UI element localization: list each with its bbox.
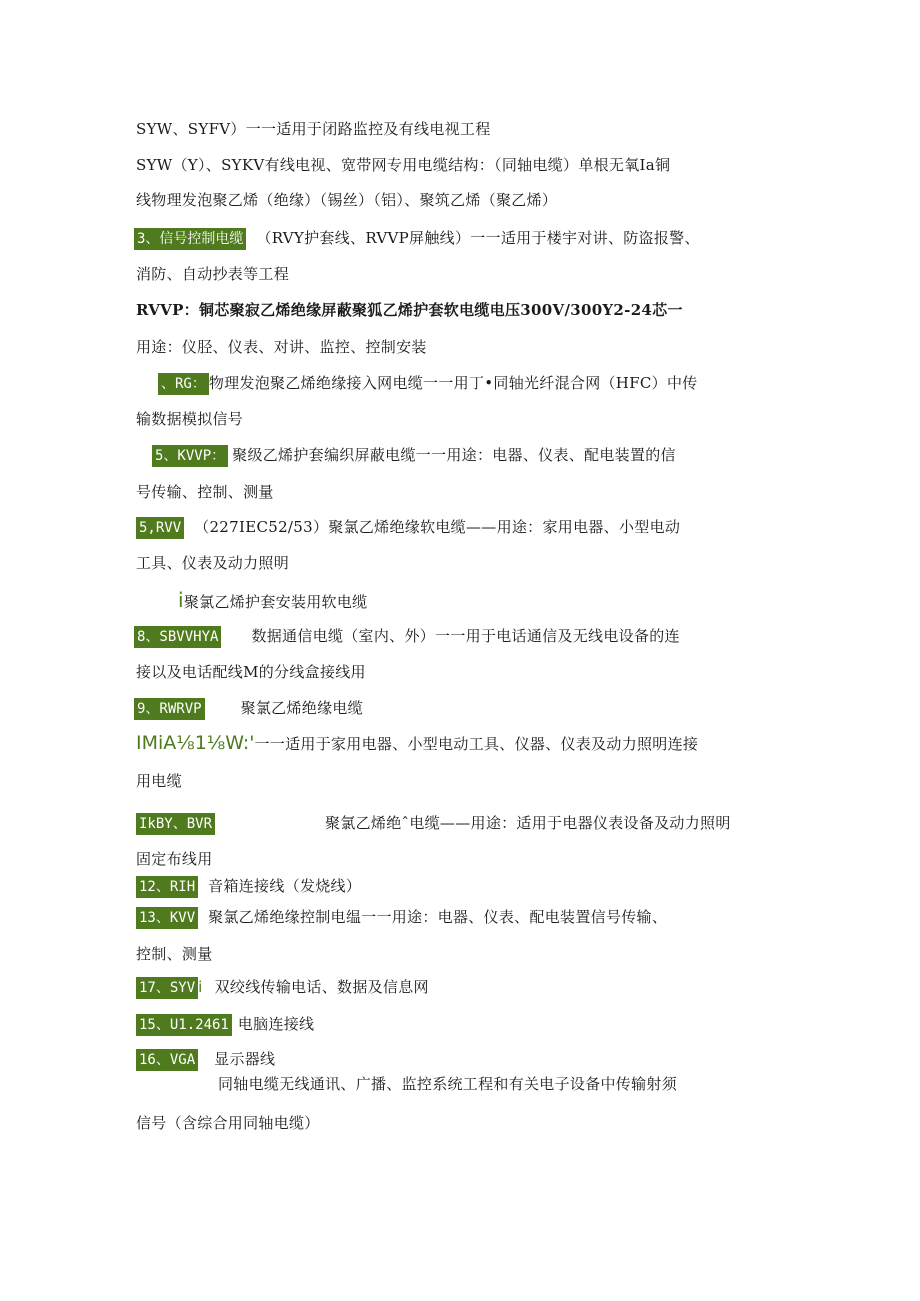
section-tag: 15、U1.2461 (136, 1014, 232, 1036)
section-tag: 8、SBVVHYA (134, 626, 221, 648)
section-tag: 9、RWRVP (134, 698, 205, 720)
text-line: 号传输、控制、测量 (136, 483, 274, 501)
text-line: 接以及电话配线M的分线盒接线用 (136, 663, 366, 681)
text-line (136, 813, 731, 835)
section-tag: 5、KVVP： (152, 445, 228, 467)
text-line: 消防、自动抄表等工程 (136, 265, 290, 283)
section-text: 显示器线 (214, 1050, 276, 1068)
text-line: 工具、仪表及动力照明 (136, 554, 290, 572)
text-line: 控制、测量 (136, 945, 213, 963)
section-text: 聚氯乙烯护套安装用软电缆 (183, 593, 368, 611)
section-text: 音箱连接线（发烧线） (208, 877, 362, 895)
text-line (158, 373, 698, 395)
section-text: 聚级乙烯护套编织屏蔽电缆一一用途：电器、仪表、配电装置的信 (232, 446, 676, 464)
section-text: 聚氯乙烯绝缘控制电缊一一用途：电器、仪表、配电装置信号传输、 (208, 908, 668, 926)
section-text: 电脑连接线 (237, 1015, 315, 1033)
garbled-heading: IMiA⅛1⅛W:' (136, 732, 255, 754)
text-line: SYW（Y）、SYKV有线电视、宽带网专用电缆结构：（同轴电缆）单根无氧Ia铜 (136, 156, 671, 174)
text-line: 同轴电缆无线通讯、广播、监控系统工程和有关电子设备中传输射须 (218, 1075, 678, 1093)
section-tag: 、RG： (158, 373, 209, 395)
marker-glyph: i (178, 588, 184, 612)
marker-glyph: i (198, 978, 203, 996)
text-line (136, 517, 680, 539)
text-line: RVVP：铜芯聚寂乙烯绝缘屏蔽聚狐乙烯护套软电缆电压300V/300Y2-24芯一 (136, 301, 683, 319)
section-text: （227IEC52/53）聚氯乙烯绝缘软电缆——用途：家用电器、小型电动 (194, 518, 681, 536)
text-line (152, 445, 676, 467)
section-text: 聚氯乙烯绝ˆ电缆——用途：适用于电器仪表设备及动力照明 (325, 814, 731, 832)
text-line: 用途：仪胫、仪表、对讲、监控、控制安装 (136, 338, 427, 356)
text-line (136, 1014, 314, 1036)
section-tag: 3、信号控制电缆 (134, 228, 246, 250)
section-tag: 17、SYV (136, 977, 198, 999)
text-line: SYW、SYFV）一一适用于闭路监控及有线电视工程 (136, 120, 491, 138)
section-tag: IkBY、BVR (136, 813, 215, 835)
section-text: （RVY护套线、RVVP屏触线）一一适用于楼宇对讲、防盗报警、 (256, 229, 700, 247)
section-tag: 13、KVV (136, 907, 198, 929)
section-text: 数据通信电缆（室内、外）一一用于电话通信及无线电设备的连 (251, 627, 680, 645)
section-tag: 16、VGA (136, 1049, 198, 1071)
text-line: 线物理发泡聚乙烯（绝缘）（锡丝）（铝）、聚筑乙烯（聚乙烯） (136, 191, 558, 209)
section-text: 一一适用于家用电器、小型电动工具、仪器、仪表及动力照明连接 (254, 735, 699, 753)
text-line (134, 626, 680, 648)
section-tag: 5,RVV (136, 517, 184, 539)
text-line (136, 977, 429, 999)
text-line (136, 733, 698, 754)
text-line: 用电缆 (136, 772, 182, 790)
text-line (136, 907, 667, 929)
text-line: 输数据模拟信号 (136, 410, 244, 428)
text-line (134, 698, 363, 720)
text-line (178, 590, 367, 612)
text-line (136, 1049, 275, 1071)
text-line (134, 228, 700, 250)
section-text: 物理发泡聚乙烯绝缘接入网电缆一一用丁•同轴光纤混合网（HFC）中传 (208, 374, 698, 392)
section-text: 聚氯乙烯绝缘电缆 (240, 699, 363, 717)
text-line: 固定布线用 (136, 850, 213, 868)
section-tag: 12、RIH (136, 876, 198, 898)
text-line: 信号（含综合用同轴电缆） (136, 1114, 320, 1132)
section-text: 双绞线传输电话、数据及信息网 (214, 978, 429, 996)
text-line (136, 876, 361, 898)
